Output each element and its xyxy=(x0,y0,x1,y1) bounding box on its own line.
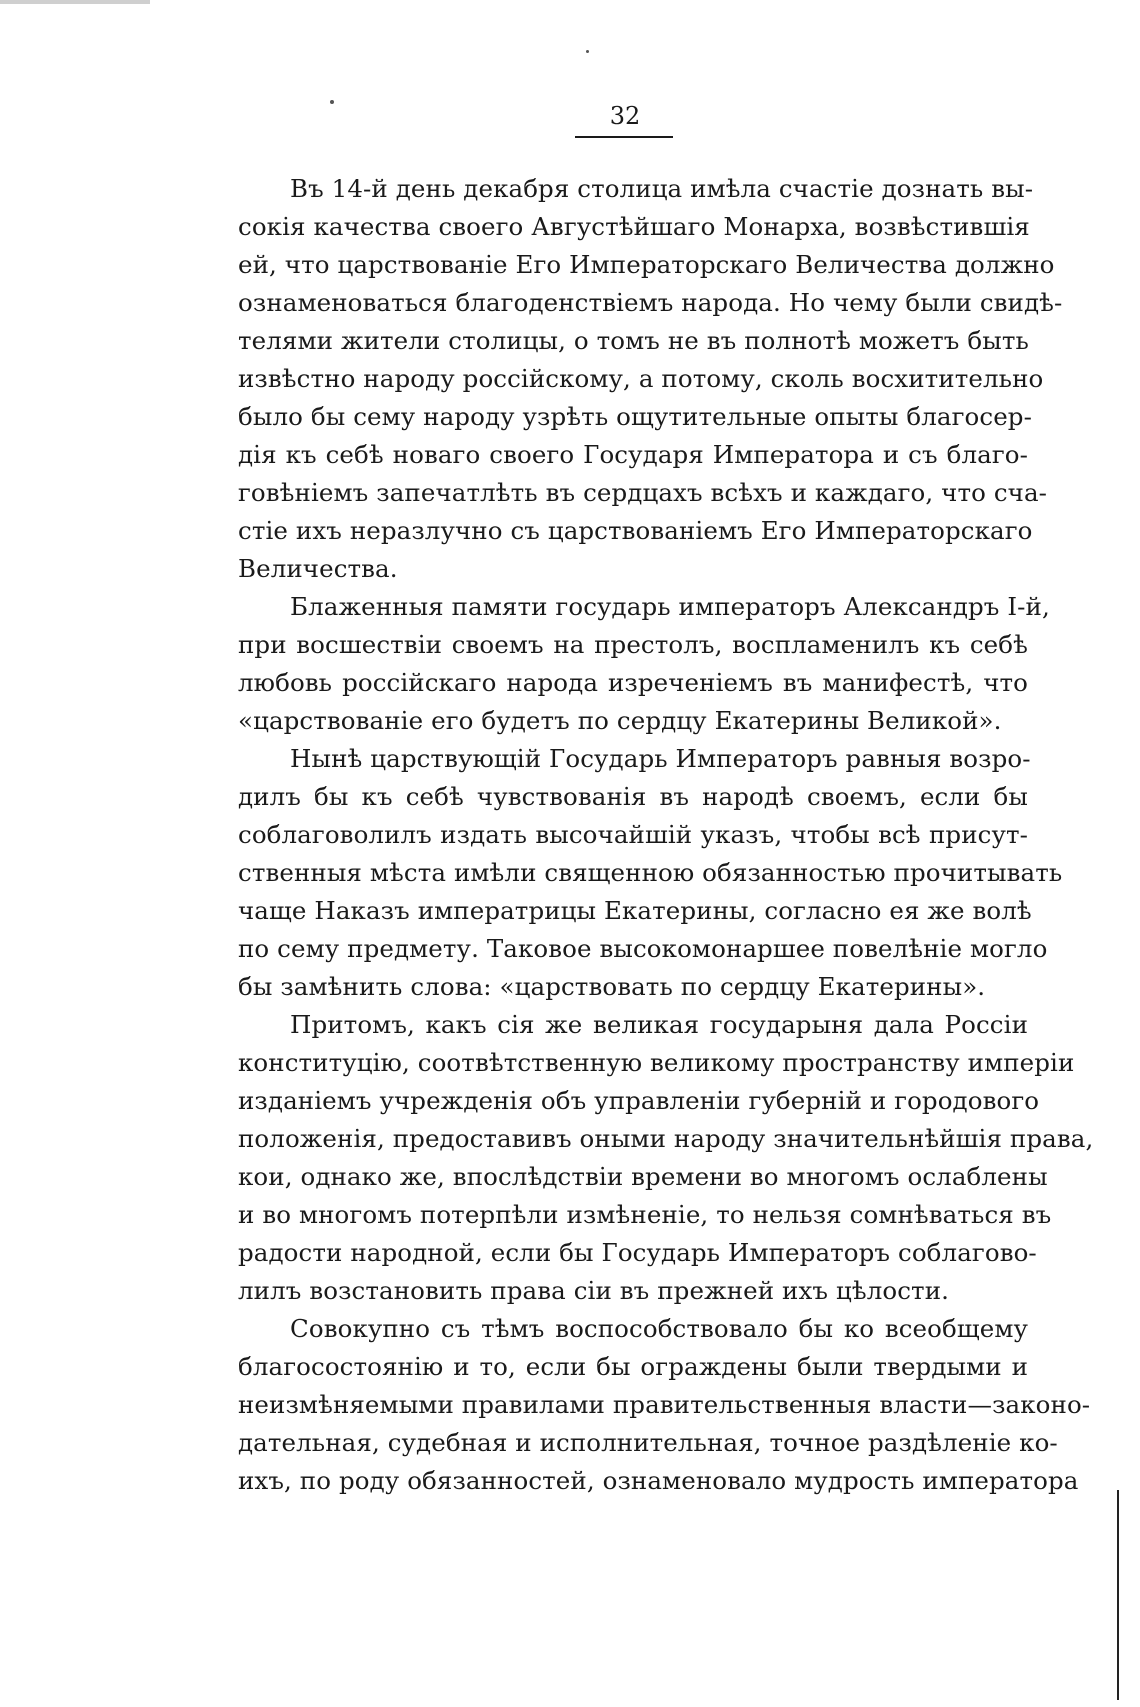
body-text xyxy=(238,170,1094,1500)
text-line: ознаменоваться благоденствіемъ народа. Но чему были свидѣ- xyxy=(238,288,1063,317)
text-line: бы замѣнить слова: «царствовать по сердцу Екатерины». xyxy=(238,972,986,1001)
print-speck xyxy=(330,100,334,104)
page-number-rule xyxy=(575,136,673,138)
text-line: при восшествіи своемъ на престолъ, воспламенилъ къ себѣ xyxy=(238,630,1028,659)
text-line: дилъ бы къ себѣ чувствованія въ народѣ своемъ, если бы xyxy=(238,782,1028,811)
text-line: соблаговолилъ издать высочайшій указъ, чтобы всѣ присут- xyxy=(238,820,1028,849)
text-line: кои, однако же, впослѣдствіи времени во многомъ ослаблены xyxy=(238,1162,1048,1191)
text-line: ихъ, по роду обязанностей, ознаменовало мудрость императора xyxy=(238,1466,1079,1495)
paragraph-4 xyxy=(238,1006,1094,1310)
text-line: радости народной, если бы Государь Императоръ соблагово- xyxy=(238,1238,1037,1267)
text-line: Блаженныя памяти государь императоръ Александръ I-й, xyxy=(290,592,1050,621)
page-number: 32 xyxy=(609,102,641,130)
paragraph-5 xyxy=(238,1310,1091,1500)
text-line: лилъ возстановить права сіи въ прежней ихъ цѣлости. xyxy=(238,1276,950,1305)
paragraph-1 xyxy=(238,170,1063,588)
text-line: конституцію, соотвѣтственную великому пространству имперіи xyxy=(238,1048,1075,1077)
text-line: говѣніемъ запечатлѣть въ сердцахъ всѣхъ и каждаго, что сча- xyxy=(238,478,1048,507)
text-line: извѣстно народу россійскому, а потому, сколь восхитительно xyxy=(238,364,1044,393)
text-line: неизмѣняемыми правилами правительственныя власти—законо- xyxy=(238,1390,1091,1419)
text-line: и во многомъ потерпѣли измѣненіе, то нельзя сомнѣваться въ xyxy=(238,1200,1052,1229)
text-line: Нынѣ царствующій Государь Императоръ равныя возро- xyxy=(290,744,1031,773)
text-line: Величества. xyxy=(238,554,398,583)
page-binding-edge xyxy=(1117,1490,1119,1700)
text-line: ственныя мѣста имѣли священною обязанностью прочитывать xyxy=(238,858,1063,887)
text-line: ей, что царствованіе Его Императорскаго Величества должно xyxy=(238,250,1055,279)
text-line: изданіемъ учрежденія объ управленіи губерній и городового xyxy=(238,1086,1040,1115)
text-line: сокія качества своего Августѣйшаго Монарха, возвѣстившія xyxy=(238,212,1030,241)
page-top-edge-shadow xyxy=(0,0,150,4)
text-line: Совокупно съ тѣмъ воспособствовало бы ко всеобщему xyxy=(290,1314,1028,1343)
text-line: дательная, судебная и исполнительная, точное раздѣленіе ко- xyxy=(238,1428,1058,1457)
print-speck xyxy=(586,50,589,53)
text-line: Въ 14-й день декабря столица имѣла счастіе дознать вы- xyxy=(290,174,1034,203)
text-line: телями жители столицы, о томъ не въ полнотѣ можетъ быть xyxy=(238,326,1029,355)
text-line: положенія, предоставивъ оными народу значительнѣйшія права, xyxy=(238,1124,1094,1153)
text-line: Притомъ, какъ сія же великая государыня дала Россіи xyxy=(290,1010,1028,1039)
text-line: любовь россійскаго народа изреченіемъ въ манифестѣ, что xyxy=(238,668,1028,697)
text-line: «царствованіе его будетъ по сердцу Екатерины Великой». xyxy=(238,706,1002,735)
text-line: было бы сему народу узрѣть ощутительные опыты благосер- xyxy=(238,402,1032,431)
paragraph-3 xyxy=(238,740,1063,1006)
text-line: дія къ себѣ новаго своего Государя Императора и съ благо- xyxy=(238,440,1028,469)
text-line: по сему предмету. Таковое высокомонаршее повелѣніе могло xyxy=(238,934,1048,963)
text-line: стіе ихъ неразлучно съ царствованіемъ Его Императорскаго xyxy=(238,516,1033,545)
paragraph-2 xyxy=(238,588,1050,740)
text-line: чаще Наказъ императрицы Екатерины, согласно ея же волѣ xyxy=(238,896,1032,925)
text-line: благосостоянію и то, если бы ограждены были твердыми и xyxy=(238,1352,1028,1381)
